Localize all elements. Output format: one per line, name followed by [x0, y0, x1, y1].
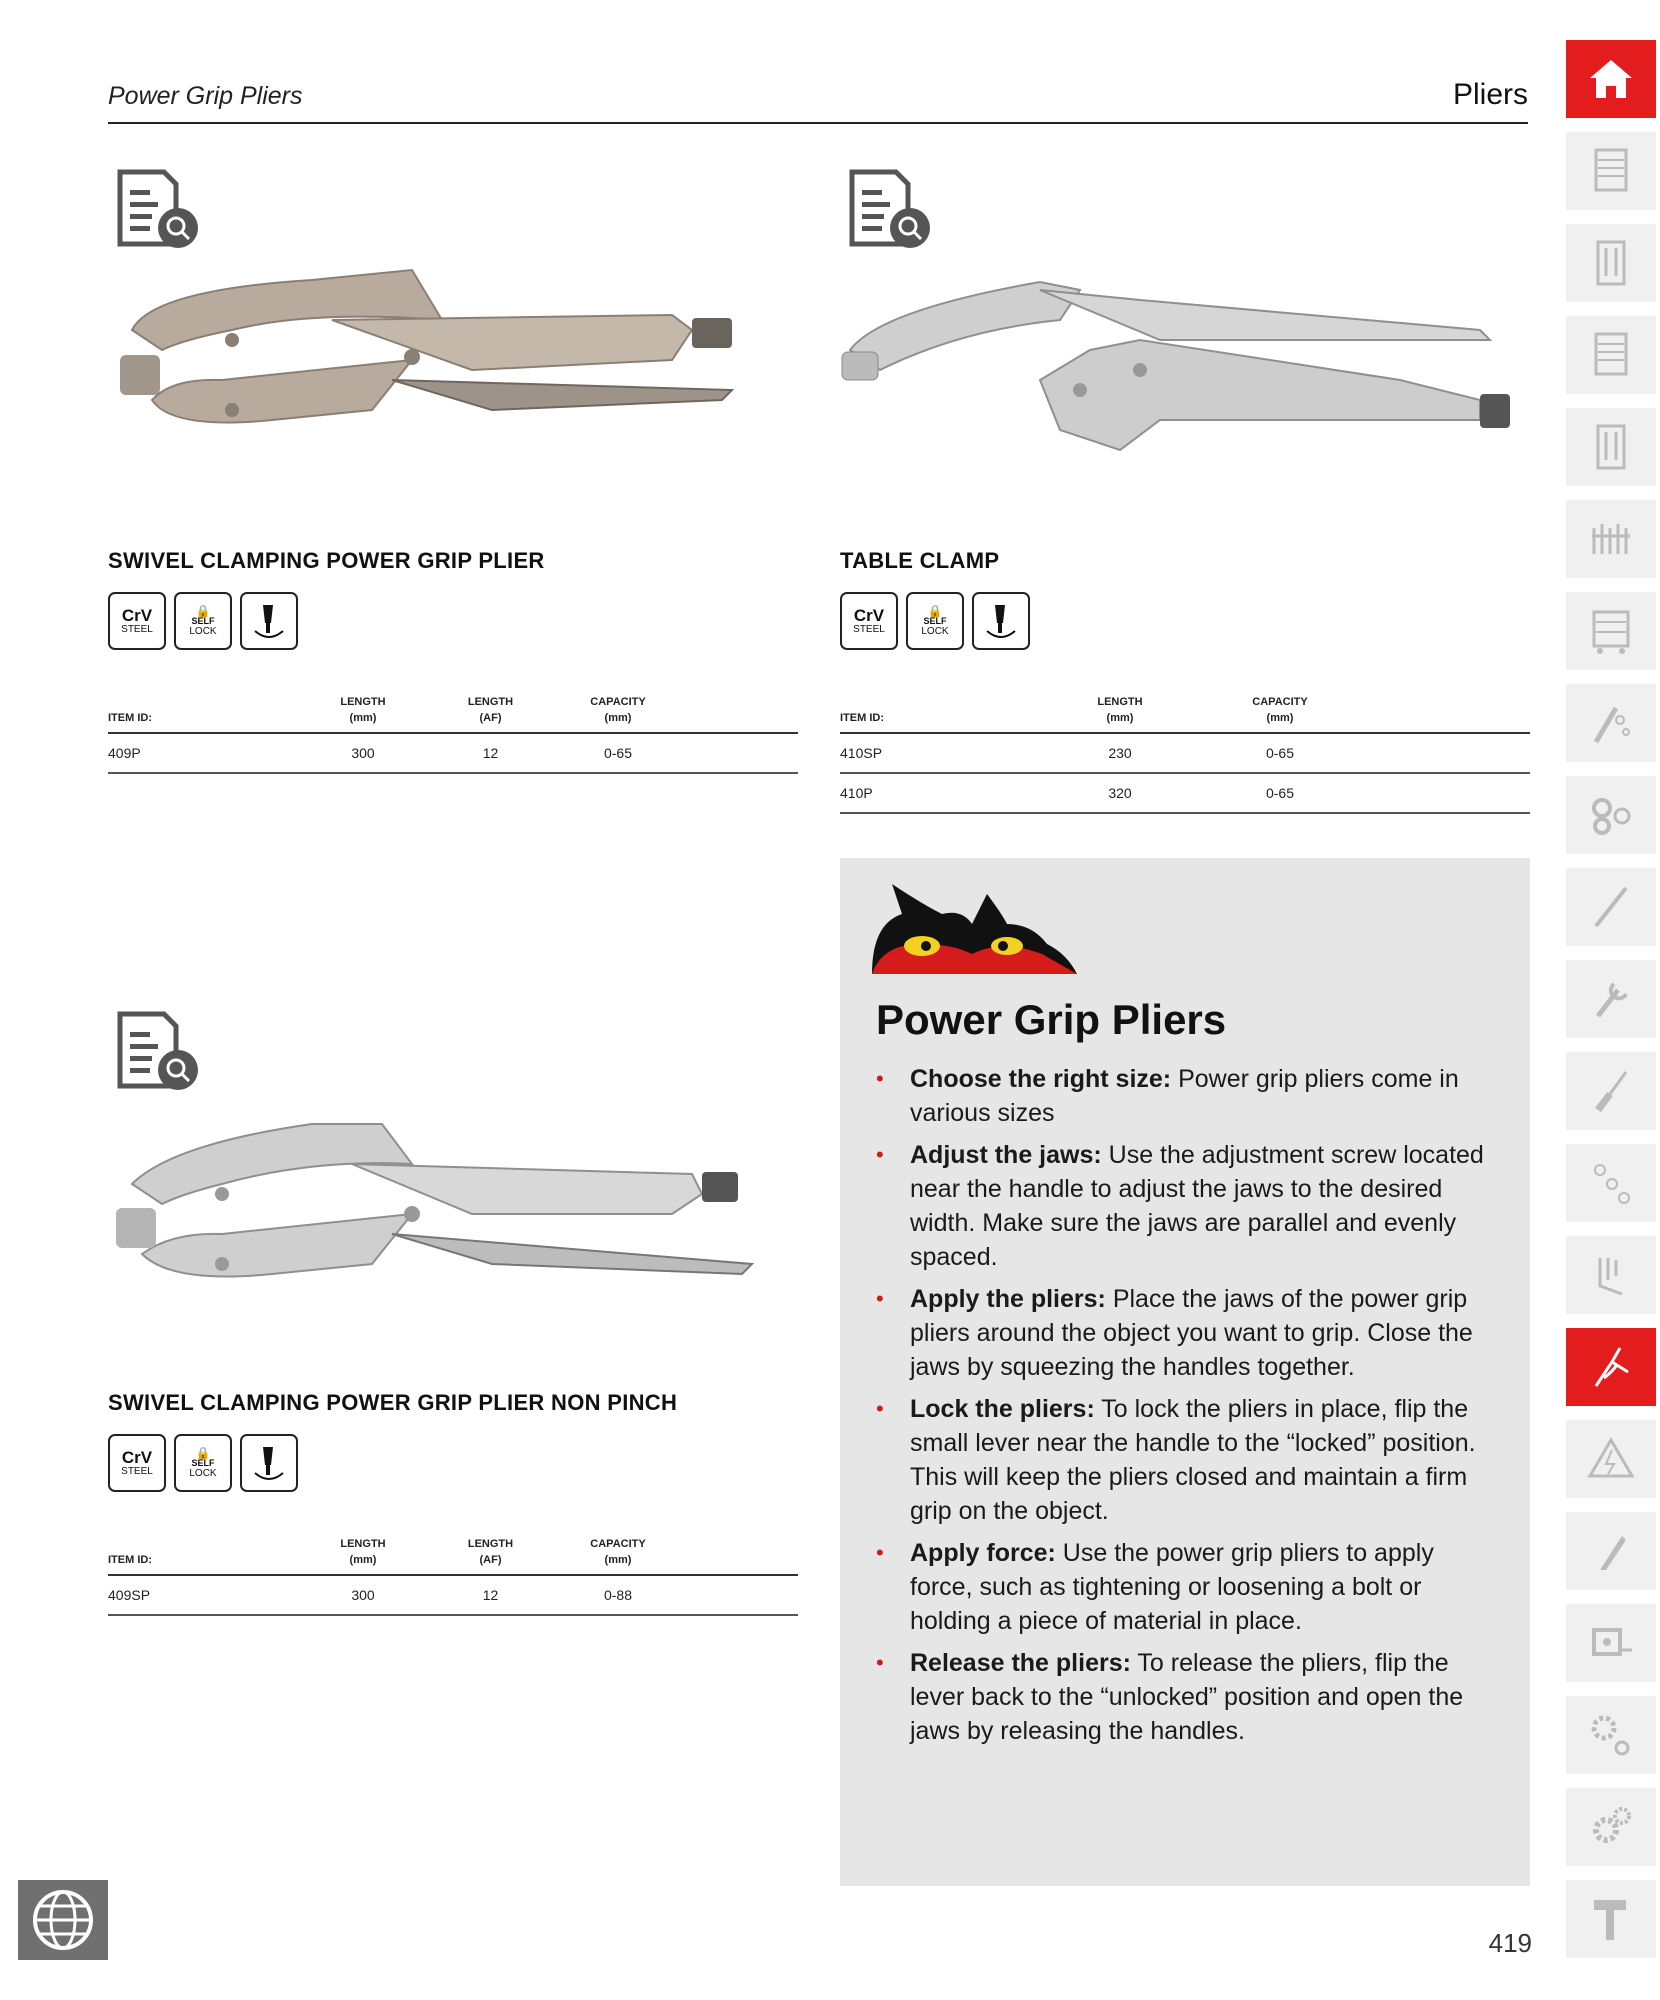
feature-badges [108, 1434, 298, 1492]
section-title: Power Grip Pliers [108, 82, 303, 110]
tool-set-icon [1586, 514, 1636, 564]
col-item-id: ITEM ID: [108, 1536, 298, 1575]
bullet-icon: • [876, 1396, 884, 1421]
socket-icon [1586, 790, 1636, 840]
sidebar-item-ratchet[interactable] [1566, 684, 1656, 762]
swivel-badge [972, 592, 1030, 650]
list-item [876, 1536, 1496, 1638]
bits-icon [1586, 1158, 1636, 1208]
list-item [876, 1392, 1496, 1528]
sidebar-item-home[interactable] [1566, 40, 1656, 118]
tip-text: Use the adjustment screw located near the handle to adjust the jaws to the desired width. Make sure the jaws are parallel and evenly spaced. [910, 1141, 1484, 1271]
tool-tray-icon [1586, 238, 1636, 288]
feature-badges [840, 592, 1030, 650]
sidebar-item-gear-puller[interactable] [1566, 1696, 1656, 1774]
cell-length: 320 [1040, 773, 1200, 813]
tool-cabinet-icon [1586, 330, 1636, 380]
sidebar-item-tool-tray[interactable] [1566, 224, 1656, 302]
spec-table [108, 694, 798, 774]
col-item-id: ITEM ID: [840, 694, 1040, 733]
sidebar-item-socket[interactable] [1566, 776, 1656, 854]
col-length-af: LENGTH (AF) [428, 694, 553, 733]
badge-lock-label: LOCK [189, 1468, 217, 1479]
bullet-icon: • [876, 1540, 884, 1565]
tool-cabinet-icon [1586, 146, 1636, 196]
measuring-icon [1586, 1618, 1636, 1668]
gears-icon [1586, 1802, 1636, 1852]
sidebar-item-hex-key[interactable] [1566, 1236, 1656, 1314]
cell-item-id: 409P [108, 733, 298, 773]
col-length-mm: LENGTH (mm) [1040, 694, 1200, 733]
feature-badges [108, 592, 298, 650]
cell-capacity: 0-65 [1200, 773, 1360, 813]
badge-self-label: SELF [191, 616, 215, 626]
tip-text: Power grip pliers come in various sizes [910, 1065, 1459, 1127]
cell-item-id: 410SP [840, 733, 1040, 773]
spec-table [840, 694, 1530, 814]
badge-lock-label: LOCK [189, 626, 217, 637]
badge-self-label: SELF [923, 616, 947, 626]
product-title: SWIVEL CLAMPING POWER GRIP PLIER [108, 548, 545, 573]
col-spacer [683, 1536, 798, 1575]
tool-tray-icon [1586, 422, 1636, 472]
tip-text: Use the power grip pliers to apply force, such as tightening or loosening a bolt or holding a piece of material in place. [910, 1539, 1434, 1635]
gear-puller-icon [1586, 1710, 1636, 1760]
category-title: Pliers [1452, 78, 1528, 111]
crv-steel-badge [108, 1434, 166, 1492]
badge-lock-label: LOCK [921, 626, 949, 637]
swivel-clamping-plier-image [112, 260, 802, 485]
list-item [876, 1282, 1496, 1384]
document-search-icon[interactable] [112, 162, 202, 252]
product-title: TABLE CLAMP [840, 548, 1000, 573]
table-row [840, 733, 1530, 773]
table-row [840, 773, 1530, 813]
header-divider [108, 122, 1528, 124]
sidebar-item-gears[interactable] [1566, 1788, 1656, 1866]
table-clamp-image [840, 270, 1530, 475]
spanner-icon [1586, 974, 1636, 1024]
swivel-icon [249, 601, 289, 641]
table-row [108, 733, 798, 773]
col-item-id: ITEM ID: [108, 694, 298, 733]
globe-icon [18, 1880, 108, 1960]
cell-length: 300 [298, 1575, 428, 1615]
home-icon [1586, 54, 1636, 104]
badge-steel-label: STEEL [121, 624, 153, 635]
devil-mascot-logo [872, 884, 1082, 979]
cell-af: 12 [428, 733, 553, 773]
swivel-badge [240, 592, 298, 650]
tip-text: To lock the pliers in place, flip the small lever near the handle to the “locked” position. This will keep the pliers closed and maintain a firm grip on the object. [910, 1395, 1476, 1525]
sidebar-item-bits[interactable] [1566, 1144, 1656, 1222]
tip-lead: Adjust the jaws: [910, 1141, 1102, 1169]
lock-icon: 🔒 [195, 604, 211, 618]
cutter-icon [1586, 1526, 1636, 1576]
document-search-icon[interactable] [112, 1004, 202, 1094]
cell-length: 230 [1040, 733, 1200, 773]
sidebar-item-hammer[interactable] [1566, 1880, 1656, 1958]
sidebar-item-tool-cabinet-2[interactable] [1566, 316, 1656, 394]
screwdriver-icon [1586, 882, 1636, 932]
col-length-af: LENGTH (AF) [428, 1536, 553, 1575]
website-link[interactable] [18, 1880, 108, 1960]
tip-text: To release the pliers, flip the lever back to the “unlocked” position and open the jaws by releasing the handles. [910, 1649, 1464, 1745]
list-item [876, 1062, 1496, 1130]
cell-item-id: 409SP [108, 1575, 298, 1615]
bullet-icon: • [876, 1650, 884, 1675]
page-number: 419 [1488, 1928, 1532, 1958]
cell-item-id: 410P [840, 773, 1040, 813]
cell-length: 300 [298, 733, 428, 773]
cell-capacity: 0-88 [553, 1575, 683, 1615]
sidebar-item-electrical[interactable] [1566, 1420, 1656, 1498]
tip-lead: Choose the right size: [910, 1065, 1172, 1093]
tips-panel [840, 858, 1530, 1886]
sidebar-item-pliers[interactable] [1566, 1328, 1656, 1406]
sidebar-item-measuring[interactable] [1566, 1604, 1656, 1682]
tip-lead: Lock the pliers: [910, 1395, 1095, 1423]
screwdriver-icon [1586, 1066, 1636, 1116]
list-item [876, 1646, 1496, 1748]
sidebar-item-tool-set[interactable] [1566, 500, 1656, 578]
col-spacer [1360, 694, 1530, 733]
sidebar-item-tool-cabinet[interactable] [1566, 132, 1656, 210]
badge-crv-label: CrV [121, 606, 153, 625]
col-length-mm: LENGTH (mm) [298, 1536, 428, 1575]
col-length-mm: LENGTH (mm) [298, 694, 428, 733]
tips-list [876, 1062, 1496, 1756]
document-search-icon[interactable] [844, 162, 934, 252]
col-capacity: CAPACITY (mm) [553, 1536, 683, 1575]
swivel-badge [240, 1434, 298, 1492]
sidebar-item-tool-tray-2[interactable] [1566, 408, 1656, 486]
badge-crv-label: CrV [853, 606, 885, 625]
badge-steel-label: STEEL [121, 1466, 153, 1477]
electrical-icon [1586, 1434, 1636, 1484]
pliers-icon [1586, 1342, 1636, 1392]
swivel-icon [249, 1443, 289, 1483]
lock-icon: 🔒 [927, 604, 943, 618]
col-capacity: CAPACITY (mm) [1200, 694, 1360, 733]
tip-lead: Apply force: [910, 1539, 1056, 1567]
bullet-icon: • [876, 1066, 884, 1091]
badge-self-label: SELF [191, 1458, 215, 1468]
hammer-icon [1586, 1894, 1636, 1944]
bullet-icon: • [876, 1142, 884, 1167]
swivel-icon [981, 601, 1021, 641]
workshop-trolley-icon [1586, 606, 1636, 656]
badge-steel-label: STEEL [853, 624, 885, 635]
crv-steel-badge [108, 592, 166, 650]
tip-lead: Release the pliers: [910, 1649, 1131, 1677]
ratchet-icon [1586, 698, 1636, 748]
self-lock-badge [906, 592, 964, 650]
col-spacer [683, 694, 798, 733]
swivel-clamping-plier-non-pinch-image [112, 1104, 802, 1329]
sidebar-item-screwdriver[interactable] [1566, 868, 1656, 946]
tip-lead: Apply the pliers: [910, 1285, 1106, 1313]
self-lock-badge [174, 1434, 232, 1492]
table-row [108, 1575, 798, 1615]
sidebar-item-workshop-trolley[interactable] [1566, 592, 1656, 670]
self-lock-badge [174, 592, 232, 650]
cell-capacity: 0-65 [553, 733, 683, 773]
badge-crv-label: CrV [121, 1448, 153, 1467]
spec-table [108, 1536, 798, 1616]
product-title: SWIVEL CLAMPING POWER GRIP PLIER NON PINCH [108, 1390, 678, 1415]
sidebar-item-spanner[interactable] [1566, 960, 1656, 1038]
cell-af: 12 [428, 1575, 553, 1615]
lock-icon: 🔒 [195, 1446, 211, 1460]
tip-text: Place the jaws of the power grip pliers around the object you want to grip. Close the jaws by squeezing the handles together. [910, 1285, 1473, 1381]
list-item [876, 1138, 1496, 1274]
sidebar-item-screwdriver-2[interactable] [1566, 1052, 1656, 1130]
hex-key-icon [1586, 1250, 1636, 1300]
bullet-icon: • [876, 1286, 884, 1311]
crv-steel-badge [840, 592, 898, 650]
cell-capacity: 0-65 [1200, 733, 1360, 773]
tips-title: Power Grip Pliers [876, 996, 1227, 1043]
col-capacity: CAPACITY (mm) [553, 694, 683, 733]
sidebar-item-cutter[interactable] [1566, 1512, 1656, 1590]
